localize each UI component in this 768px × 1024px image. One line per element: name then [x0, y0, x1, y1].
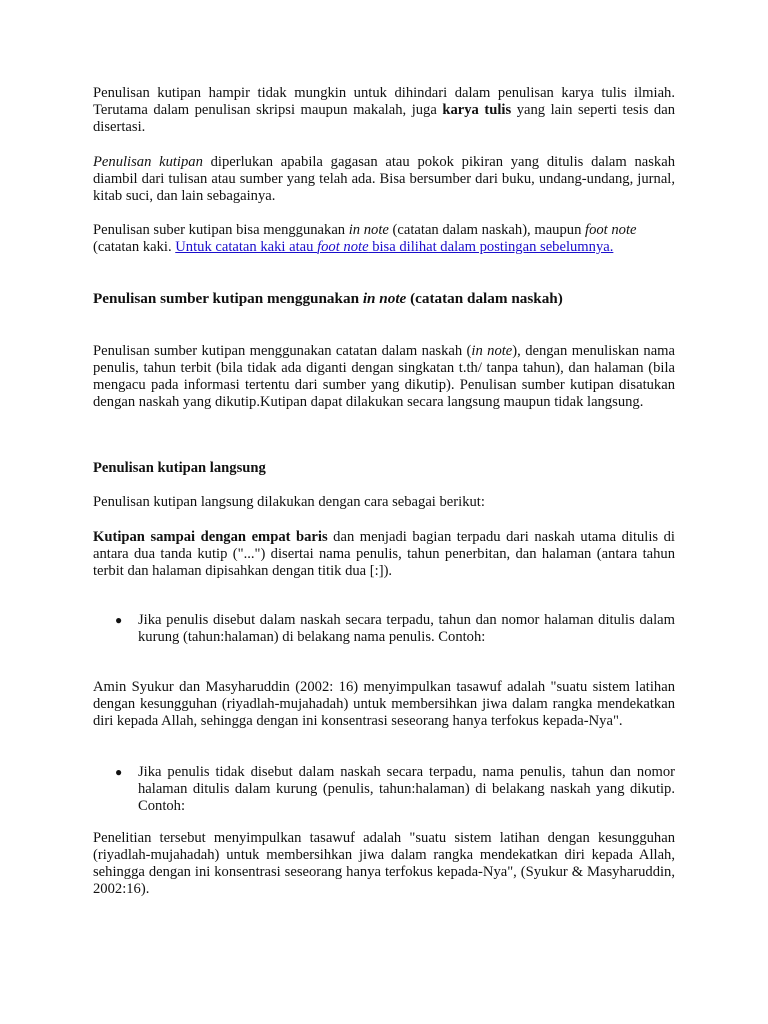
- heading1-text-1: Penulisan sumber kutipan menggunakan: [93, 290, 363, 307]
- direct-quote-intro: Penulisan kutipan langsung dilakukan dengan cara sebagai berikut:: [93, 494, 485, 510]
- intro-text-1: Penulisan kutipan hampir tidak mungkin untuk dihindari dalam penulisan karya tulis ilmiah. Terutama dalam penulisan skripsi maupun makalah, juga: [93, 85, 675, 118]
- example-quote-2: Penelitian tersebut menyimpulkan tasawuf adalah "suatu sistem latihan dengan kesungguhan (riyadlah-mujahadah) untuk membersihkan jiwa dalam rangka mendekatkan diri kepada Allah, sehingga dengan ini konsentrasi seseorang hanya terfokus kepada-Nya", (Syukur & Masyharuddin, 2002:16).: [93, 830, 675, 897]
- intro-bold-karya-tulis: karya tulis: [442, 102, 512, 118]
- four-lines-paragraph: [93, 529, 675, 580]
- link-italic-foot-note: foot note: [317, 239, 369, 255]
- methods-italic-foot-note: foot note: [585, 222, 637, 238]
- section-heading-direct-quote: Penulisan kutipan langsung: [93, 460, 266, 476]
- example-quote-1: Amin Syukur dan Masyharuddin (2002: 16) menyimpulkan tasawuf adalah "suatu sistem latihan dengan kesungguhan (riyadlah-mujahadah) untuk membersihkan jiwa dalam rangka mendekatkan diri kepada Allah, sehingga dengan ini konsentrasi seseorang hanya terfokus kepada-Nya".: [93, 679, 675, 729]
- section-heading-in-note: [93, 290, 675, 307]
- bullet-1-text: Jika penulis disebut dalam naskah secara terpadu, tahun dan nomor halaman ditulis dalam kurung (tahun:halaman) di belakang nama penulis. Contoh:: [138, 612, 675, 645]
- four-lines-bold: Kutipan sampai dengan empat baris: [93, 529, 328, 545]
- bullet-icon: ●: [115, 613, 123, 627]
- previous-post-link[interactable]: [175, 239, 613, 255]
- heading1-text-2: (catatan dalam naskah): [406, 290, 563, 307]
- methods-text-2: (catatan dalam naskah), maupun: [388, 222, 586, 238]
- in-note-italic: in note: [471, 343, 513, 359]
- heading1-italic: in note: [362, 290, 407, 307]
- intro-paragraph: [93, 85, 675, 136]
- link-text-2: bisa dilihat dalam postingan sebelumnya.: [368, 239, 614, 255]
- definition-paragraph: [93, 154, 675, 205]
- bullet-icon: ●: [115, 765, 123, 779]
- bullet-2-text: Jika penulis tidak disebut dalam naskah secara terpadu, nama penulis, tahun dan nomor halaman ditulis dalam kurung (penulis, tahun:halaman) di belakang naskah yang dikutip. Contoh:: [138, 764, 675, 814]
- methods-text-3: (catatan kaki.: [93, 239, 176, 255]
- link-text-1: Untuk catatan kaki atau: [175, 239, 318, 255]
- bullet-item-2: [93, 764, 675, 815]
- methods-italic-in-note: in note: [348, 222, 389, 238]
- in-note-paragraph: [93, 343, 675, 411]
- intro-text-2: yang lain seperti tesis dan disertasi.: [93, 102, 675, 135]
- four-lines-text: dan menjadi bagian terpadu dari naskah utama ditulis di antara dua tanda kutip ("...") disertai nama penulis, tahun penerbitan, dan halaman (antara tahun terbit dan halaman dipisahkan dengan titik dua [:]).: [93, 529, 675, 579]
- in-note-text-1: Penulisan sumber kutipan menggunakan catatan dalam naskah (: [93, 343, 472, 359]
- definition-text: diperlukan apabila gagasan atau pokok pikiran yang ditulis dalam naskah diambil dari tulisan atau sumber yang telah ada. Bisa bersumber dari buku, undang-undang, jurnal, kitab suci, dan lain sebagainya.: [93, 154, 675, 204]
- bullet-item-1: [93, 612, 675, 646]
- citation-methods-paragraph: [93, 222, 675, 256]
- definition-italic-term: Penulisan kutipan: [93, 154, 203, 170]
- methods-text-1: Penulisan suber kutipan bisa menggunakan: [93, 222, 349, 238]
- in-note-text-2: ), dengan menuliskan nama penulis, tahun terbit (bila tidak ada diganti dengan singkatan t.th/ tanpa tahun), dan halaman (bila mengacu pada informasi tertentu dari sumber yang dikutip). Penulisan sumber kutipan disatukan dengan naskah yang dikutip.Kutipan dapat dilakukan secara langsung maupun tidak langsung.: [93, 343, 675, 410]
